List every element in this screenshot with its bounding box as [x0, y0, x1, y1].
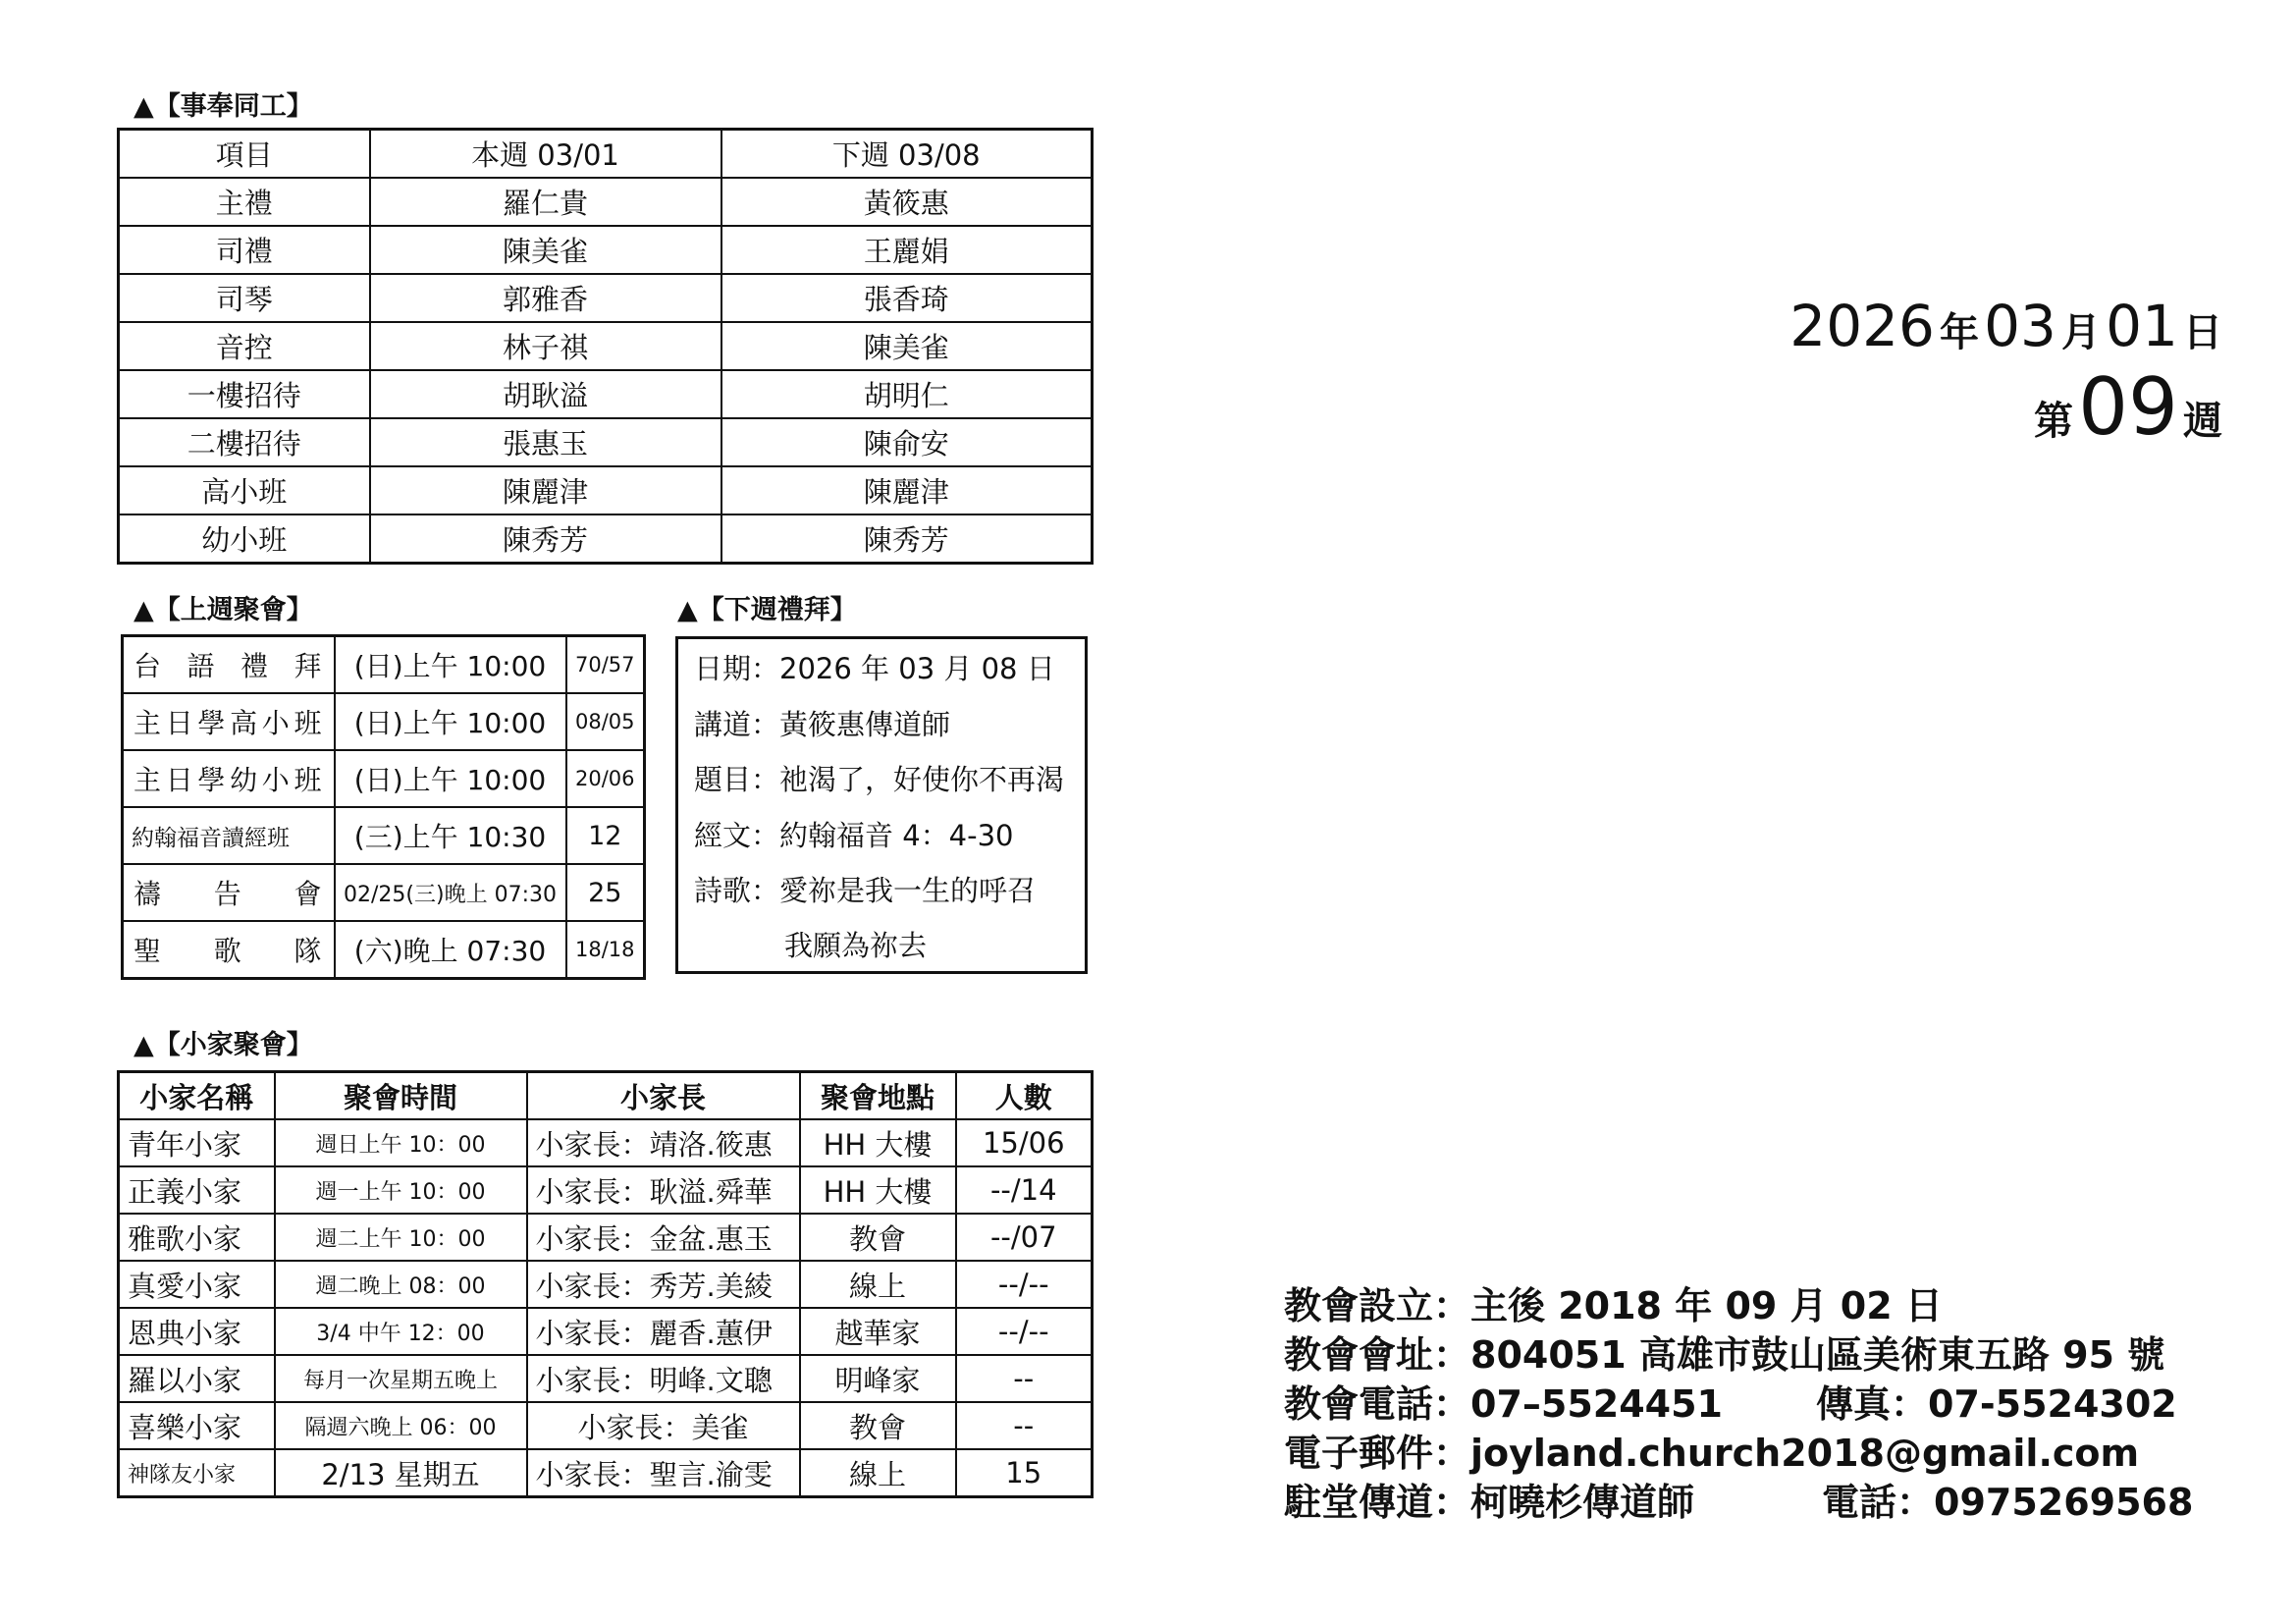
group-time: 2/13 星期五: [275, 1449, 527, 1497]
groups-header-row: [119, 1072, 1093, 1120]
table-row: [119, 466, 1093, 514]
meeting-time: (六)晚上 07:30: [335, 921, 566, 979]
table-row: [123, 693, 645, 750]
church-established: 教會設立：主後 2018 年 09 月 02 日: [1284, 1284, 1943, 1327]
meeting-time: (日)上午 10:00: [335, 750, 566, 807]
last-week-section-title: ▲【上週聚會】: [133, 595, 313, 625]
next-week-hymn: 詩歌：愛祢是我一生的呼召: [694, 874, 1037, 907]
groups-section-title: ▲【小家聚會】: [133, 1030, 313, 1060]
date-month-unit: 月: [2061, 310, 2101, 355]
group-name: 神隊友小家: [119, 1449, 275, 1497]
serve-table: [117, 128, 1094, 565]
group-time: 3/4 中午 12：00: [275, 1308, 527, 1355]
group-leader: 小家長：聖言.渝雯: [527, 1449, 800, 1497]
group-name: 真愛小家: [119, 1261, 275, 1308]
groups-header-cell: 聚會時間: [275, 1072, 527, 1120]
table-row: [119, 322, 1093, 370]
groups-header-cell: 聚會地點: [800, 1072, 956, 1120]
groups-header-cell: 小家長: [527, 1072, 800, 1120]
serve-cell: 高小班: [119, 466, 370, 514]
serve-cell: 二樓招待: [119, 418, 370, 466]
table-row: [119, 1308, 1093, 1355]
meeting-time: (三)上午 10:30: [335, 807, 566, 864]
group-location: HH 大樓: [800, 1119, 956, 1166]
serve-header-cell: 項目: [119, 130, 370, 179]
group-time: 週日上午 10：00: [275, 1119, 527, 1166]
next-week-date: 日期：2026 年 03 月 08 日: [694, 652, 1055, 685]
table-row: [119, 1355, 1093, 1402]
next-week-preacher: 講道：黃筱惠傳道師: [694, 708, 951, 741]
table-row: [123, 750, 645, 807]
bulletin-week: [2034, 361, 2222, 453]
serve-cell: 司禮: [119, 226, 370, 274]
serve-cell: 張惠玉: [370, 418, 721, 466]
serve-cell: 主禮: [119, 178, 370, 226]
group-location: 明峰家: [800, 1355, 956, 1402]
group-name: 恩典小家: [119, 1308, 275, 1355]
groups-header-cell: 人數: [956, 1072, 1093, 1120]
serve-cell: 陳秀芳: [721, 514, 1093, 564]
serve-section-title: ▲【事奉同工】: [133, 91, 313, 122]
church-address: 教會會址：804051 高雄市鼓山區美術東五路 95 號: [1284, 1333, 2165, 1377]
group-count: 15/06: [956, 1119, 1093, 1166]
date-month: 03: [1984, 293, 2056, 359]
pastor-phone: 電話：0975269568: [1822, 1481, 2194, 1524]
serve-cell: 陳美雀: [370, 226, 721, 274]
date-year: 2026: [1789, 293, 1935, 359]
serve-cell: 音控: [119, 322, 370, 370]
group-leader: 小家長：秀芳.美綾: [527, 1261, 800, 1308]
serve-cell: 陳麗津: [721, 466, 1093, 514]
table-row: [119, 1261, 1093, 1308]
group-leader: 小家長：耿溢.舜華: [527, 1166, 800, 1214]
serve-header-row: [119, 130, 1093, 179]
group-count: --/14: [956, 1166, 1093, 1214]
group-name: 雅歌小家: [119, 1214, 275, 1261]
group-time: 週二晚上 08：00: [275, 1261, 527, 1308]
table-row: [119, 370, 1093, 418]
meeting-time: (日)上午 10:00: [335, 636, 566, 694]
group-count: --/--: [956, 1261, 1093, 1308]
table-row: [119, 178, 1093, 226]
meeting-attendance: 12: [566, 807, 645, 864]
last-week-table: [121, 634, 646, 980]
group-location: 教會: [800, 1214, 956, 1261]
bulletin-date: [1789, 293, 2222, 359]
church-email-text: 電子郵件：joyland.church2018@gmail.com: [1284, 1432, 2140, 1475]
table-row: [123, 636, 645, 694]
group-leader: 小家長：明峰.文聰: [527, 1355, 800, 1402]
groups-header-cell: 小家名稱: [119, 1072, 275, 1120]
serve-cell: 林子祺: [370, 322, 721, 370]
serve-cell: 陳俞安: [721, 418, 1093, 466]
week-number: 09: [2078, 361, 2178, 453]
serve-cell: 郭雅香: [370, 274, 721, 322]
serve-cell: 羅仁貴: [370, 178, 721, 226]
serve-cell: 黃筱惠: [721, 178, 1093, 226]
meeting-time: (日)上午 10:00: [335, 693, 566, 750]
group-name: 正義小家: [119, 1166, 275, 1214]
meeting-attendance: 70/57: [566, 636, 645, 694]
group-name: 羅以小家: [119, 1355, 275, 1402]
group-location: 線上: [800, 1261, 956, 1308]
group-time: 每月一次星期五晚上: [275, 1355, 527, 1402]
group-time: 隔週六晚上 06：00: [275, 1402, 527, 1449]
table-row: [119, 226, 1093, 274]
next-week-section-title: ▲【下週禮拜】: [677, 595, 857, 625]
week-prefix: 第: [2034, 399, 2074, 444]
table-row: [123, 921, 645, 979]
meeting-attendance: 18/18: [566, 921, 645, 979]
next-week-scripture: 經文：約翰福音 4：4-30: [694, 819, 1014, 852]
meeting-name: 台語禮拜: [123, 636, 335, 694]
meeting-attendance: 25: [566, 864, 645, 921]
serve-cell: 一樓招待: [119, 370, 370, 418]
group-location: 線上: [800, 1449, 956, 1497]
serve-cell: 幼小班: [119, 514, 370, 564]
group-count: --: [956, 1402, 1093, 1449]
meeting-time: 02/25(三)晚上 07:30: [335, 864, 566, 921]
table-row: [119, 418, 1093, 466]
meeting-name: 禱告會: [123, 864, 335, 921]
group-location: 越華家: [800, 1308, 956, 1355]
group-count: --/--: [956, 1308, 1093, 1355]
table-row: [119, 1449, 1093, 1497]
serve-cell: 陳麗津: [370, 466, 721, 514]
date-day-unit: 日: [2183, 310, 2222, 355]
date-day: 01: [2106, 293, 2178, 359]
group-count: --: [956, 1355, 1093, 1402]
table-row: [123, 807, 645, 864]
group-leader: 小家長：金盆.惠玉: [527, 1214, 800, 1261]
next-week-hymn-cont: 我願為祢去: [784, 929, 928, 962]
serve-cell: 張香琦: [721, 274, 1093, 322]
date-year-unit: 年: [1940, 310, 1979, 355]
table-row: [119, 1166, 1093, 1214]
group-count: 15: [956, 1449, 1093, 1497]
group-time: 週一上午 10：00: [275, 1166, 527, 1214]
meeting-name: 主日學幼小班: [123, 750, 335, 807]
group-leader: 小家長：美雀: [527, 1402, 800, 1449]
next-week-topic: 題目：祂渴了，好使你不再渴: [694, 763, 1065, 796]
table-row: [119, 1214, 1093, 1261]
group-location: 教會: [800, 1402, 956, 1449]
church-fax: 傳真：07-5524302: [1816, 1382, 2177, 1426]
church-phone: 教會電話：07–5524451: [1284, 1382, 1723, 1426]
serve-cell: 胡明仁: [721, 370, 1093, 418]
group-leader: 小家長：靖洛.筱惠: [527, 1119, 800, 1166]
week-unit: 週: [2183, 399, 2222, 444]
group-count: --/07: [956, 1214, 1093, 1261]
group-location: HH 大樓: [800, 1166, 956, 1214]
table-row: [119, 274, 1093, 322]
meeting-attendance: 08/05: [566, 693, 645, 750]
meeting-name: 約翰福音讀經班: [123, 807, 335, 864]
table-row: [123, 864, 645, 921]
serve-cell: 王麗娟: [721, 226, 1093, 274]
group-time: 週二上午 10：00: [275, 1214, 527, 1261]
serve-cell: 胡耿溢: [370, 370, 721, 418]
meeting-name: 聖歌隊: [123, 921, 335, 979]
group-name: 喜樂小家: [119, 1402, 275, 1449]
serve-cell: 陳美雀: [721, 322, 1093, 370]
next-week-box: [675, 636, 1088, 974]
groups-table: [117, 1070, 1094, 1498]
table-row: [119, 1402, 1093, 1449]
serve-cell: 陳秀芳: [370, 514, 721, 564]
serve-header-cell: 本週 03/01: [370, 130, 721, 179]
serve-cell: 司琴: [119, 274, 370, 322]
table-row: [119, 514, 1093, 564]
church-pastor: 駐堂傳道：柯曉杉傳道師: [1284, 1481, 1695, 1524]
group-leader: 小家長：麗香.蕙伊: [527, 1308, 800, 1355]
meeting-attendance: 20/06: [566, 750, 645, 807]
group-name: 青年小家: [119, 1119, 275, 1166]
meeting-name: 主日學高小班: [123, 693, 335, 750]
serve-header-cell: 下週 03/08: [721, 130, 1093, 179]
church-email[interactable]: [1284, 1430, 2139, 1477]
table-row: [119, 1119, 1093, 1166]
